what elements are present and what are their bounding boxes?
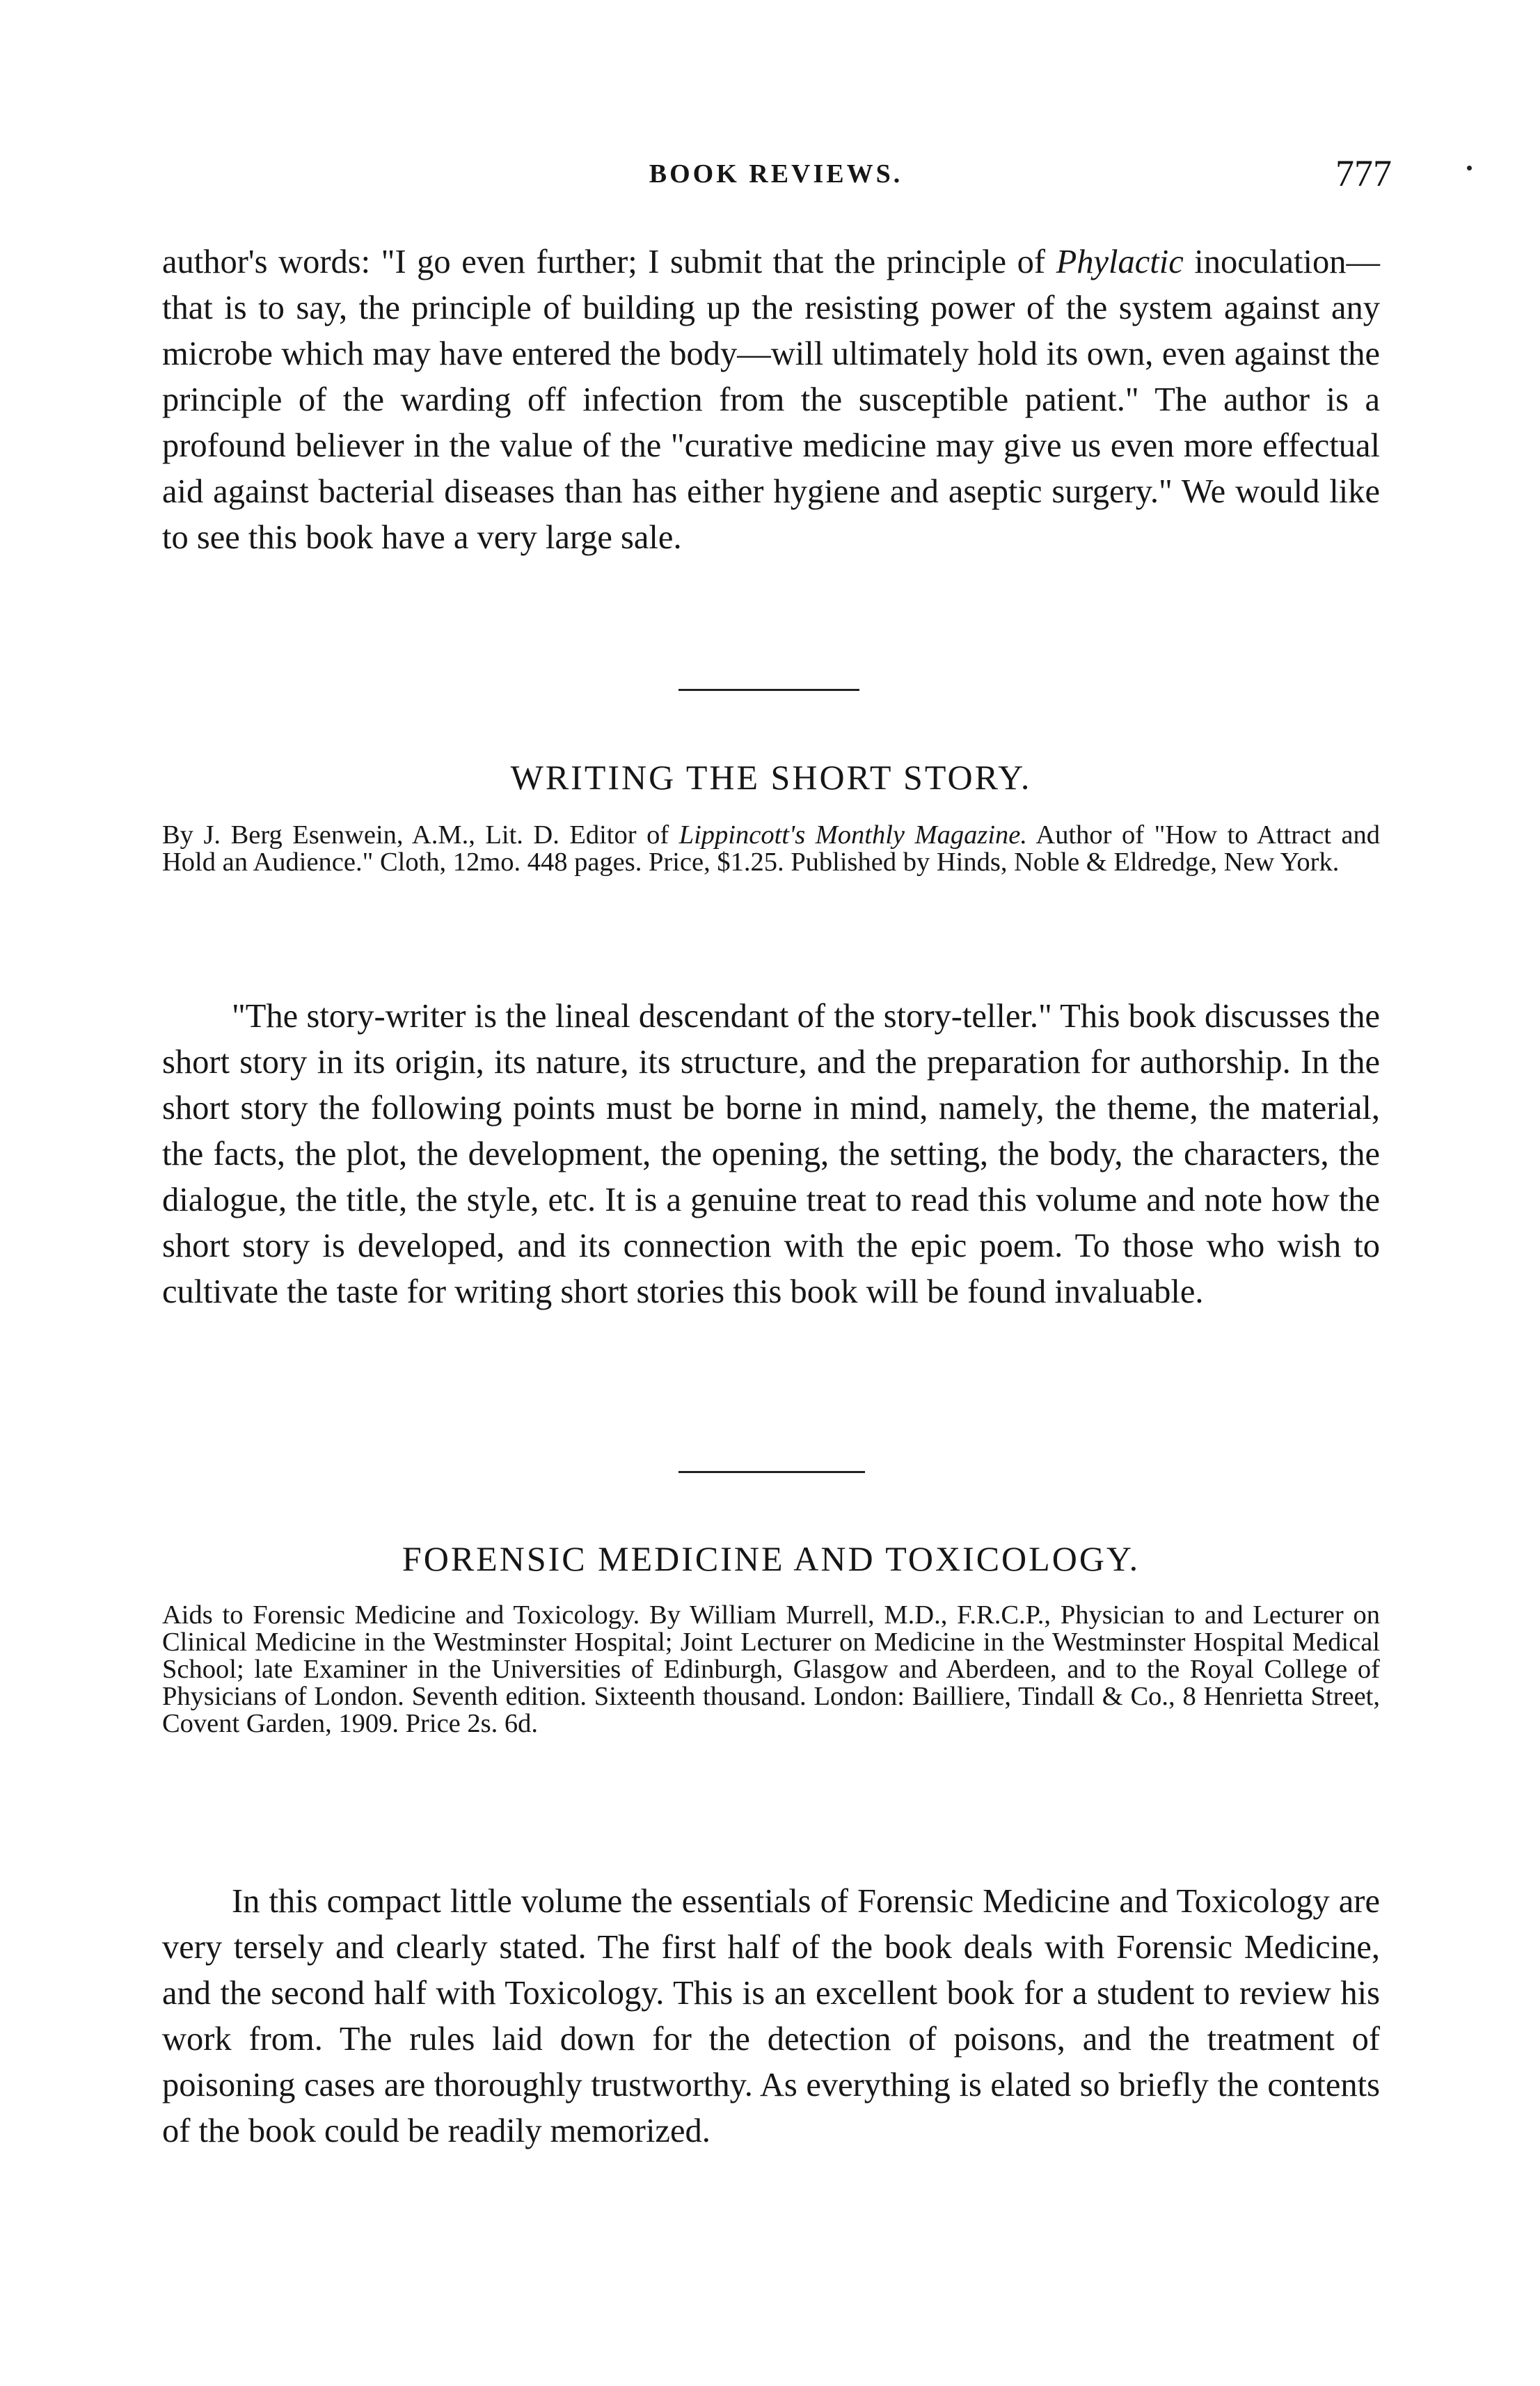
review-3-citation: Aids to Forensic Medicine and Toxicology. By William Murrell, M.D., F.R.C.P., Physician to and Lecturer on Clinical Medicine in the Westminster Hospital; Joint Lecturer on Medicine in the Westminster Hospital Medical School; late Examiner in the Universities of Edinburgh, Glasgow and Aberdeen, and to the Royal College of Physicians of London. Seventh edition. Sixteenth thousand. London: Bailliere, Tindall & Co., 8 Henrietta Street, Covent Garden, 1909. Price 2s. 6d.: [162, 1600, 1380, 1738]
stray-dot: [1467, 166, 1472, 170]
review-2-body: "The story-writer is the lineal descendant of the story-teller." This book discusses the short story in its origin, its nature, its structure, and the preparation for authorship. In the short story the following points must be borne in mind, namely, the theme, the material, the facts, the plot, the development, the opening, the setting, the body, the characters, the dialogue, the title, the style, etc. It is a genuine treat to read this volume and note how the short story is developed, and its connection with the epic poem. To those who wish to cultivate the taste for writing short stories this book will be found invaluable.: [162, 998, 1380, 1310]
review-1: [162, 239, 1380, 561]
review-2: [162, 994, 1380, 1315]
running-title: BOOK REVIEWS.: [649, 159, 903, 189]
section-rule-2: [678, 1471, 865, 1473]
review-1-text-b: inoculation—that is to say, the principle of building up the resisting power of the system against any microbe which may have entered the body—will ultimately hold its own, even against the principle of the warding off infection from the susceptible patient." The author is a profound believer in the value of the "curative medicine may give us even more effectual aid against bacterial diseases than has either hygiene and aseptic surgery." We would like to see this book have a very large sale.: [162, 244, 1380, 556]
review-1-body: [162, 239, 1380, 561]
page-number: 777: [1335, 152, 1392, 194]
review-3: [162, 1879, 1380, 2154]
running-head: [160, 152, 1392, 200]
review-2-title: WRITING THE SHORT STORY.: [510, 758, 1032, 797]
review-2-citation: [162, 822, 1380, 876]
review-3-title: FORENSIC MEDICINE AND TOXICOLOGY.: [402, 1539, 1141, 1578]
section-rule-1: [678, 689, 859, 691]
review-1-text-italic: Phylactic: [1056, 244, 1184, 280]
review-2-citation-b: Author of "How to Attract and Hold an Audience." Cloth, 12mo. 448 pages. Price, $1.25. Published by Hinds, Noble & Eldredge, New York.: [162, 820, 1380, 877]
review-2-citation-italic: Lippincott's Monthly Magazine.: [678, 820, 1027, 850]
review-1-text-a: author's words: "I go even further; I submit that the principle of: [162, 244, 1056, 280]
review-2-citation-a: By J. Berg Esenwein, A.M., Lit. D. Editor of: [162, 820, 679, 850]
review-3-body: In this compact little volume the essentials of Forensic Medicine and Toxicology are very tersely and clearly stated. The first half of the book deals with Forensic Medicine, and the second half with Toxicology. This is an excellent book for a student to review his work from. The rules laid down for the detection of poisons, and the treatment of poisoning cases are thoroughly trustworthy. As everything is elated so briefly the contents of the book could be readily memorized.: [162, 1883, 1380, 2149]
